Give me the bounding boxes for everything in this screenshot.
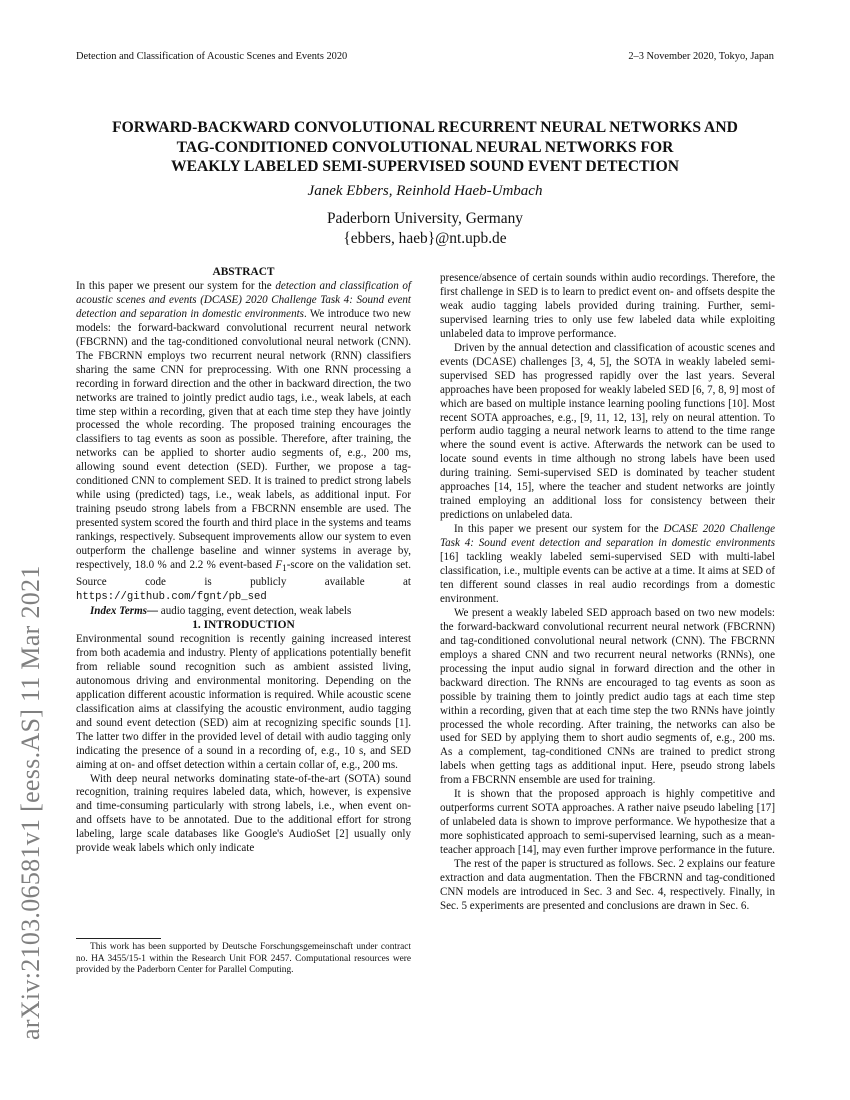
title-line-2: TAG-CONDITIONED CONVOLUTIONAL NEURAL NETWORKS FOR <box>176 138 674 156</box>
affiliation: Paderborn University, Germany <box>326 210 524 227</box>
right-paragraph-5: The rest of the paper is structured as follows. Sec. 2 explains our feature extraction and data augmentation. Then the FBCRNN and tag-conditioned CNN models are introduced in Sec. 3 and Sec. 4, respectively. Finally, in Sec. 5 experiments are presented and conclusions are drawn in Sec. 6. <box>440 858 775 912</box>
f1-symbol: F <box>275 559 283 572</box>
right-paragraph-2 <box>440 523 775 607</box>
authors: Janek Ebbers, Reinhold Haeb-Umbach <box>307 183 543 199</box>
introduction-heading: 1. INTRODUCTION <box>192 619 295 632</box>
index-terms-label: Index Terms— <box>90 605 159 618</box>
abstract-text-c: -score on the validation set. Source code is publicly available at <box>76 559 411 589</box>
email: {ebbers, haeb}@nt.upb.de <box>343 230 507 247</box>
running-header-conference: Detection and Classification of Acoustic Scenes and Events 2020 <box>76 51 348 62</box>
running-header-date: 2–3 November 2020, Tokyo, Japan <box>628 51 774 62</box>
arxiv-stamp <box>16 565 60 1040</box>
right-paragraph-2-b: [16] tackling weakly labeled semi-supervised SED with multi-label classification, i.e., multiple events can be active at a time. It aims at SED of ten different sound classes in real audio recordings from a domestic environment. <box>440 551 775 605</box>
abstract-text <box>76 280 411 605</box>
left-column <box>76 266 411 856</box>
right-paragraph-2-task: DCASE 2020 Challenge Task 4: Sound event detection and separation in domestic environments <box>440 523 776 550</box>
right-paragraph-4: It is shown that the proposed approach is highly competitive and outperforms current SOTA approaches. A rather naive pseudo labeling [17] of unlabeled data is shown to improve performance. We hypothesize that a more sophisticated approach to semi-supervised learning, such as a mean-teacher approach [14], may even further improve performance in the future. <box>440 788 775 857</box>
right-paragraph-3: We present a weakly labeled SED approach based on two new models: the forward-backward convolutional recurrent neural network (FBCRNN) and tag-conditioned convolutional neural network (CNN). The FBCRNN employs a shared CNN and two recurrent neural networks (RNNs), one processing the input audio signal in forward direction and the other in backward direction. The RNNs are encouraged to tag events as soon as possible by training them to jointly predict audio tags at each time step within a recording, given that at each time step the two RNNs have jointly processed the whole recording. After training, the networks can also be used for SED by applying them to short audio segments of, e.g., 200 ms. As a complement, tag-conditioned CNNs are trained to predict strong labels when getting tags as additional input. Here, pseudo strong labels from a FBCRNN ensemble are used for training. <box>440 606 775 787</box>
footnote <box>76 942 411 977</box>
intro-paragraph-2: With deep neural networks dominating state-of-the-art (SOTA) sound recognition, training requires labeled data, which, however, is expensive and time-consuming particularly with strong labels, i.e., when event on- and offsets have to be annotated. Due to the additional effort for strong labeling, large scale databases like Google's AudioSet [2] usually only provide weak labels which only indicate <box>76 772 411 855</box>
title-line-1: FORWARD-BACKWARD CONVOLUTIONAL RECURRENT NEURAL NETWORKS AND <box>112 119 738 136</box>
right-column <box>440 272 775 914</box>
abstract-text-a: In this paper we present our system for the <box>76 279 276 292</box>
abstract-task-name: detection and classification of acoustic scenes and events (DCASE) 2020 Challenge Task 4: Sound event detection and separation in domestic environments <box>76 279 411 320</box>
right-paragraph-1: Driven by the annual detection and classification of acoustic scenes and events (DCASE) challenges [3, 4, 5], the SOTA in weakly labeled semi-supervised SED has progressed rapidly over the last years. Several approaches have been proposed for weakly labeled SED [6, 7, 8, 9] most of which are based on multiple instance learning pooling functions [10]. Most recent SOTA approaches, e.g., [9, 11, 12, 13], rely on neural attention. To perform audio tagging a neural network learns to attend to the time range where the sound event is active. Afterwards the network can be used to locate sound events in time although no strong labels have been used during training. Semi-supervised SED is dominated by teacher student approaches [14, 15], where the teacher and student networks are jointly trained employing an additional loss for consistency between their predictions on unlabeled data. <box>440 341 775 522</box>
index-terms-text: audio tagging, event detection, weak labels <box>158 605 352 618</box>
right-paragraph-2-a: In this paper we present our system for the <box>454 523 664 536</box>
footnote-rule <box>76 938 161 939</box>
f1-subscript: 1 <box>282 563 287 574</box>
arxiv-stamp-text: arXiv:2103.06581v1 [eess.AS] 11 Mar 2021 <box>16 565 45 1040</box>
paper-title <box>70 118 780 177</box>
title-line-3: WEAKLY LABELED SEMI-SUPERVISED SOUND EVENT DETECTION <box>171 158 679 175</box>
index-terms <box>76 605 411 619</box>
intro-paragraph-1: Environmental sound recognition is recently gaining increased interest from both academia and industry. Plenty of applications potentially benefit from reliable sound recognition such as ambient assisted living, autonomous driving and environmental monitoring. Depending on the application different acoustic information is required. While acoustic scene classification aims at classifying the acoustic environment, audio tagging and sound event detection (SED) aim at recognizing specific sounds [1]. The latter two differ in the provided level of detail with audio tagging only indicating the presence of a sound in a recording of, e.g., 10 s, and SED aiming at on- and offset detection within a certain collar of, e.g., 200 ms. <box>76 632 411 771</box>
abstract-text-b: . We introduce two new models: the forward-backward convolutional recurrent neural network (FBCRNN) and the tag-conditioned convolutional neural network (CNN). The FBCRNN employs two recurrent neural network (RNN) classifiers sharing the same CNN for preprocessing. With one RNN processing a recording in forward direction and the other in backward direction, the two networks are trained to jointly predict audio tags, i.e., weak labels, at each time step within a recording, given that at each time step they have jointly processed the whole recording. The proposed training encourages the classifiers to tag events as soon as possible. Therefore, after training, the networks can be applied to shorter audio segments of, e.g., 200 ms, allowing sound event detection (SED). Further, we propose a tag-conditioned CNN to complement SED. It is trained to predict strong labels while using (predicted) tags, i.e., weak labels, as additional input. For training pseudo strong labels from a FBCRNN ensemble are used. The presented system scored the fourth and third place in the systems and teams rankings, respectively. Subsequent improvements allow our system to even outperform the challenge baseline and winner systems in average by, respectively, 18.0 % and 2.2 % event-based <box>76 307 412 572</box>
affiliation-block <box>0 209 850 249</box>
source-code-link[interactable]: https://github.com/fgnt/pb_sed <box>76 591 267 604</box>
abstract-heading: ABSTRACT <box>212 266 275 278</box>
right-paragraph-0: presence/absence of certain sounds within audio recordings. Therefore, the first challenge in SED is to learn to predict event on- and offsets despite the weak audio tagging labels provided during training. Further, semi-supervised learning tries to only use few labeled data while exploiting unlabeled data to improve performance. <box>440 272 775 340</box>
footnote-text: This work has been supported by Deutsche Forschungsgemeinschaft under contract no. HA 3455/15-1 within the Research Unit FOR 2457. Computational resources were provided by the Paderborn Center for Parallel Computing. <box>76 942 411 976</box>
